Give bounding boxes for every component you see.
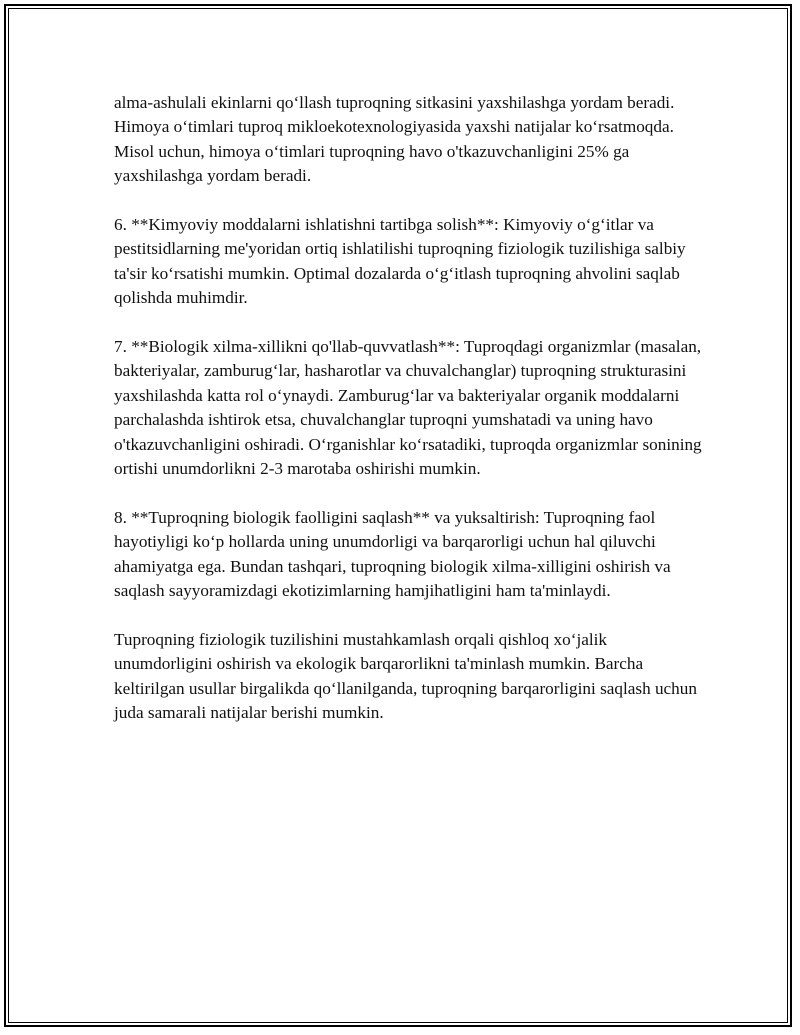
document-body [114,91,704,750]
paragraph-conclusion: Tuproqning fiziologik tuzilishini mustahkamlash orqali qishloq xo‘jalik unumdorligini oshirish va ekologik barqarorlikni ta'minlash mumkin. Barcha keltirilgan usullar birgalikda qo‘llanilganda, tuproqning barqarorligini saqlash uchun juda samarali natijalar berishi mumkin. [114,629,697,723]
paragraph-item-7: 7. **Biologik xilma-xillikni qo'llab-quvvatlash**: Tuproqdagi organizmlar (masalan, bakteriyalar, zamburug‘lar, hasharotlar va chuvalchanglar) tuproqning strukturasini yaxshilashda katta rol o‘ynaydi. Zamburug‘lar va bakteriyalar organik moddalarni parchalashda ishtirok etsa, chuvalchanglar tuproqni yumshatadi va uning havo o'tkazuvchanligini oshiradi. O‘rganishlar ko‘rsatadiki, tuproqda organizmlar sonining ortishi unumdorlikni 2-3 marotaba oshirishi mumkin. [114,337,702,479]
paragraph-item-8: 8. **Tuproqning biologik faolligini saqlash** va yuksaltirish: Tuproqning faol hayotiyligi ko‘p hollarda uning unumdorligi va barqarorligi uchun hal qiluvchi ahamiyatga ega. Bundan tashqari, tuproqning biologik xilma-xilligini oshirish va saqlash sayyoramizdagi ekotizimlarning hamjihatligini ham ta'minlaydi. [114,507,671,601]
paragraph-continuation: alma-ashulali ekinlarni qo‘llash tuproqning sitkasini yaxshilashga yordam beradi. Himoya o‘timlari tuproq mikloekotexnologiyasida yaxshi natijalar ko‘rsatmoqda. Misol uchun, himoya o‘timlari tuproqning havo o'tkazuvchanligini 25% ga yaxshilashga yordam beradi. [114,93,675,186]
paragraph-item-6: 6. **Kimyoviy moddalarni ishlatishni tartibga solish**: Kimyoviy o‘g‘itlar va pestitsidlarning me'yoridan ortiq ishlatilishi tuproqning fiziologik tuzilishiga salbiy ta'sir ko‘rsatishi mumkin. Optimal dozalarda o‘g‘itlash tuproqning ahvolini saqlab qolishda muhimdir. [114,215,686,308]
